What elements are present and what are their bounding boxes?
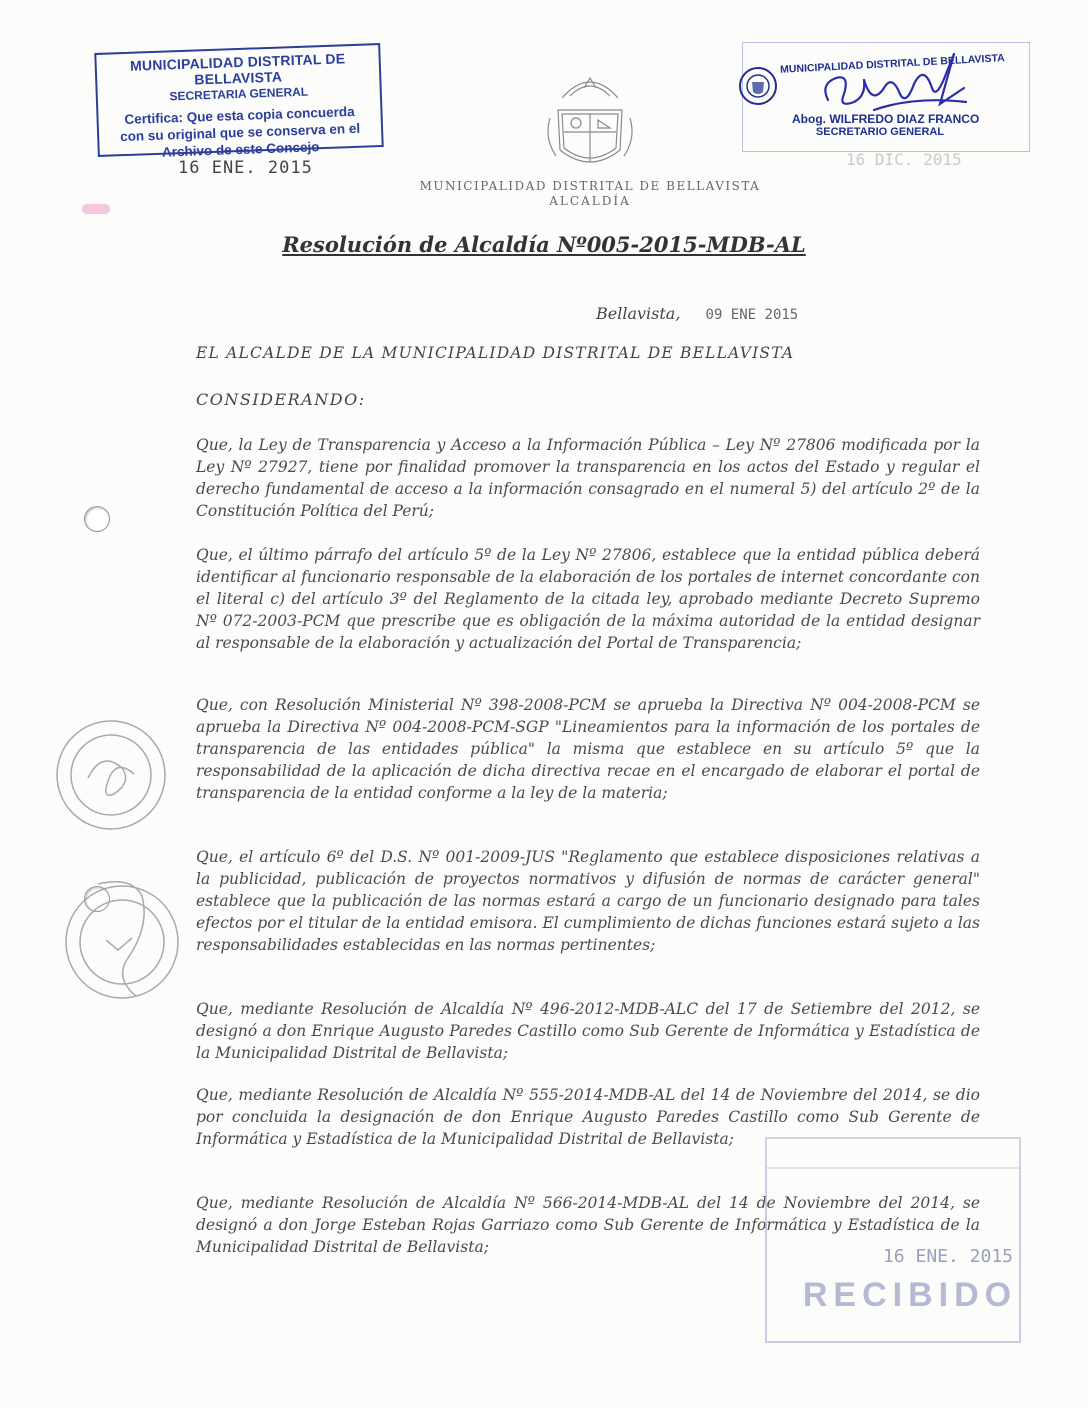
stamp-line: MUNICIPALIDAD DISTRITAL DE BELLAVISTA [129,50,346,88]
issuer-heading: EL ALCALDE DE LA MUNICIPALIDAD DISTRITAL DE BELLAVISTA [196,344,795,362]
issue-date: 09 ENE 2015 [705,307,799,323]
secretary-name: Abog. WILFREDO DIAZ FRANCO [792,112,980,126]
stamp-line: SECRETARIA GENERAL [169,84,309,104]
signature-icon [814,44,974,120]
secretary-role: SECRETARIO GENERAL [815,126,945,138]
faded-seal-icon [58,866,186,1012]
resolution-title: Resolución de Alcaldía Nº005-2015-MDB-AL [282,232,806,257]
certification-date: 16 ENE. 2015 [178,158,313,178]
punch-hole [84,506,110,532]
place: Bellavista, [596,304,681,323]
considerando-paragraph: Que, la Ley de Transparencia y Acceso a la Información Pública – Ley Nº 27806 modificada por la Ley Nº 27927, tiene por finalidad promover la transparencia en los actos del Estado y regular el derecho fundamental de acceso a la información consagrado en el numeral 5) del artículo 2º de la Constitución Política del Perú; [196,436,980,520]
considerando-paragraph: Que, mediante Resolución de Alcaldía Nº 566-2014-MDB-AL del 14 de Noviembre del 2014, se designó a don Jorge Esteban Rojas Garriazo como Sub Gerente de Informática y Estadística de la Municipalidad Distrital de Bellavista; [196,1194,980,1256]
considerando-paragraph: Que, el artículo 6º del D.S. Nº 001-2009-JUS "Reglamento que establece disposiciones relativas a la publicidad, publicación de proyectos normativos y difusión de normas de carácter general" establece que la publicación de las normas estará a cargo de un funcionario designado para tales efectos por el titular de la entidad emisora. El cumplimiento de dichas funciones estará sujeto a las responsabilidades establecidas en las normas pertinentes; [196,848,980,954]
faded-date: 16 DIC. 2015 [846,150,962,169]
received-date: 16 ENE. 2015 [882,1246,1014,1267]
considerando-heading: CONSIDERANDO: [196,390,366,409]
place-date [596,304,798,323]
stamp-line: Certifica: Que esta copia concuerda con su original que se conserva en el Archivo de este Concejo [119,103,361,160]
secretary-stamp [736,40,1028,152]
received-label: RECIBIDO [802,1276,1018,1314]
considerando-paragraph: Que, mediante Resolución de Alcaldía Nº 555-2014-MDB-AL del 14 de Noviembre del 2014, se dio por concluida la designación de don Enrique Augusto Paredes Castillo como Sub Gerente de Informática y Estadística de la Municipalidad Distrital de Bellavista; [196,1086,980,1148]
faded-seal-icon [52,716,170,834]
received-stamp [764,1136,1022,1344]
header-municipality: MUNICIPALIDAD DISTRITAL DE BELLAVISTA [419,179,761,193]
considerando-paragraph: Que, mediante Resolución de Alcaldía Nº 496-2012-MDB-ALC del 17 de Setiembre del 2012, se designó a don Enrique Augusto Paredes Castillo como Sub Gerente de Informática y Estadística de la Municipalidad Distrital de Bellavista; [196,1000,980,1062]
header-office: ALCALDÍA [549,194,631,208]
secretary-stamp-municipality: MUNICIPALIDAD DISTRITAL DE BELLAVISTA [779,52,1005,76]
coat-of-arms-icon [540,58,640,176]
municipal-seal-icon [738,66,778,106]
ink-smudge [82,204,110,214]
considerando-paragraph: Que, con Resolución Ministerial Nº 398-2008-PCM se aprueba la Directiva Nº 004-2008-PCM se aprueba la Directiva Nº 004-2008-PCM-SGP "Lineamientos para la información de los portales de transparencia de las entidades pública" la misma que establece en su artículo 5º que la responsabilidad de la aplicación de dicha directiva recae en el encargado de elaborar el portal de transparencia de la entidad conforme a la ley de la materia; [196,696,980,802]
considerando-paragraph: Que, el último párrafo del artículo 5º de la Ley Nº 27806, establece que la entidad pública deberá identificar al funcionario responsable de la elaboración de los portales de internet concordante con el literal c) del artículo 3º del Reglamento de la citada ley, aprobado mediante Decreto Supremo Nº 072-2003-PCM que prescribe que es obligación de la máxima autoridad de la entidad designar al responsable de la elaboración y actualización del Portal de Transparencia; [196,546,980,652]
certification-stamp [94,43,383,160]
